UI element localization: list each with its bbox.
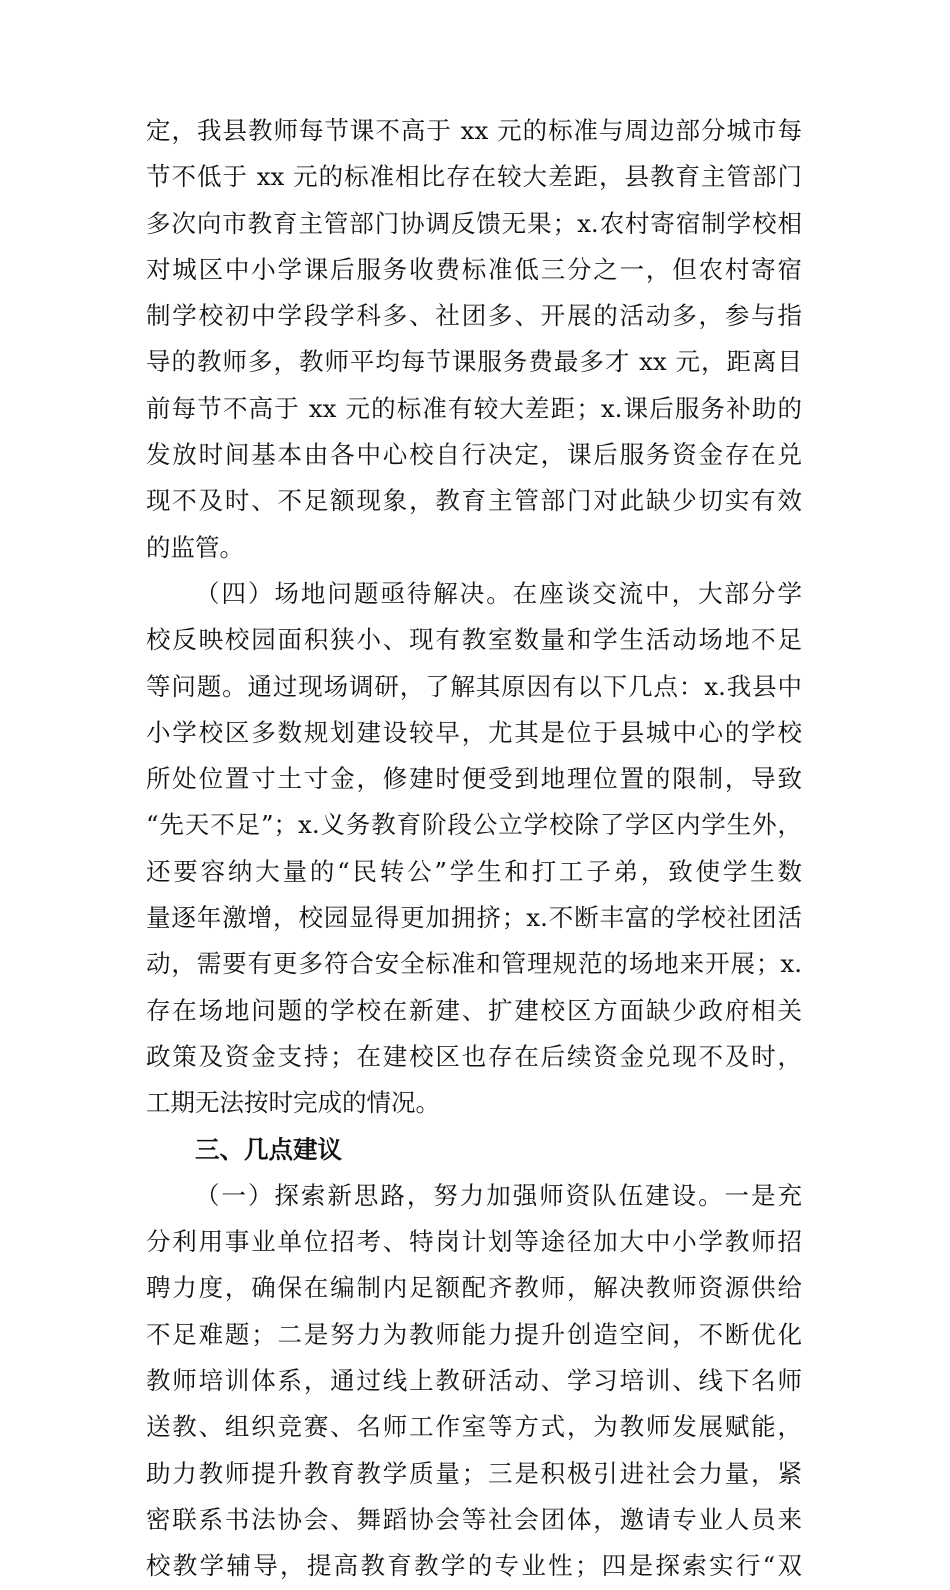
text-line: 等问题。通过现场调研，了解其原因有以下几点：x.我县中	[146, 671, 802, 701]
text-line: 校反映校园面积狭小、现有教室数量和学生活动场地不足	[146, 625, 802, 655]
text-line: 不足难题；二是努力为教师能力提升创造空间，不断优化	[146, 1319, 802, 1349]
section-paragraph-start: （四）场地问题亟待解决。在座谈交流中，大部分学	[195, 578, 802, 608]
text-line: 现不及时、不足额现象，教育主管部门对此缺少切实有效	[146, 486, 802, 516]
text-line: 密联系书法协会、舞蹈协会等社会团体，邀请专业人员来	[146, 1504, 802, 1534]
text-line: 存在场地问题的学校在新建、扩建校区方面缺少政府相关	[146, 995, 802, 1025]
text-line: 还要容纳大量的“民转公”学生和打工子弟，致使学生数	[146, 856, 802, 886]
text-line: 制学校初中学段学科多、社团多、开展的活动多，参与指	[146, 301, 802, 331]
text-line: 导的教师多，教师平均每节课服务费最多才 xx 元，距离目	[146, 347, 802, 377]
text-line: 动，需要有更多符合安全标准和管理规范的场地来开展；x.	[146, 949, 802, 979]
text-line: 量逐年激增，校园显得更加拥挤；x.不断丰富的学校社团活	[146, 903, 802, 933]
text-line: 聘力度，确保在编制内足额配齐教师，解决教师资源供给	[146, 1273, 802, 1303]
text-line: 发放时间基本由各中心校自行决定，课后服务资金存在兑	[146, 440, 802, 470]
text-line: 所处位置寸土寸金，修建时便受到地理位置的限制，导致	[146, 764, 802, 794]
text-line: 送教、组织竞赛、名师工作室等方式，为教师发展赋能，	[146, 1412, 802, 1442]
text-line: 节不低于 xx 元的标准相比存在较大差距，县教育主管部门	[146, 162, 802, 192]
document-body	[146, 108, 802, 1590]
text-line: 小学校区多数规划建设较早，尤其是位于县城中心的学校	[146, 717, 802, 747]
text-line: 政策及资金支持；在建校区也存在后续资金兑现不及时，	[146, 1041, 802, 1071]
text-line: 校教学辅导，提高教育教学的专业性；四是探索实行“双	[146, 1551, 802, 1581]
text-line: 前每节不高于 xx 元的标准有较大差距；x.课后服务补助的	[146, 393, 802, 423]
text-line: 多次向市教育主管部门协调反馈无果；x.农村寄宿制学校相	[146, 208, 802, 238]
text-line: “先天不足”；x.义务教育阶段公立学校除了学区内学生外，	[146, 810, 802, 840]
section-paragraph-start: （一）探索新思路，努力加强师资队伍建设。一是充	[195, 1180, 802, 1210]
text-line: 定，我县教师每节课不高于 xx 元的标准与周边部分城市每	[146, 116, 802, 145]
text-line: 教师培训体系，通过线上教研活动、学习培训、线下名师	[146, 1366, 802, 1396]
text-line: 助力教师提升教育教学质量；三是积极引进社会力量，紧	[146, 1458, 802, 1488]
text-line: 对城区中小学课后服务收费标准低三分之一，但农村寄宿	[146, 254, 802, 284]
text-line: 工期无法按时完成的情况。	[146, 1088, 440, 1118]
section-heading: 三、几点建议	[195, 1134, 342, 1164]
text-line: 的监管。	[146, 532, 244, 562]
text-line: 分利用事业单位招考、特岗计划等途径加大中小学教师招	[146, 1227, 802, 1257]
